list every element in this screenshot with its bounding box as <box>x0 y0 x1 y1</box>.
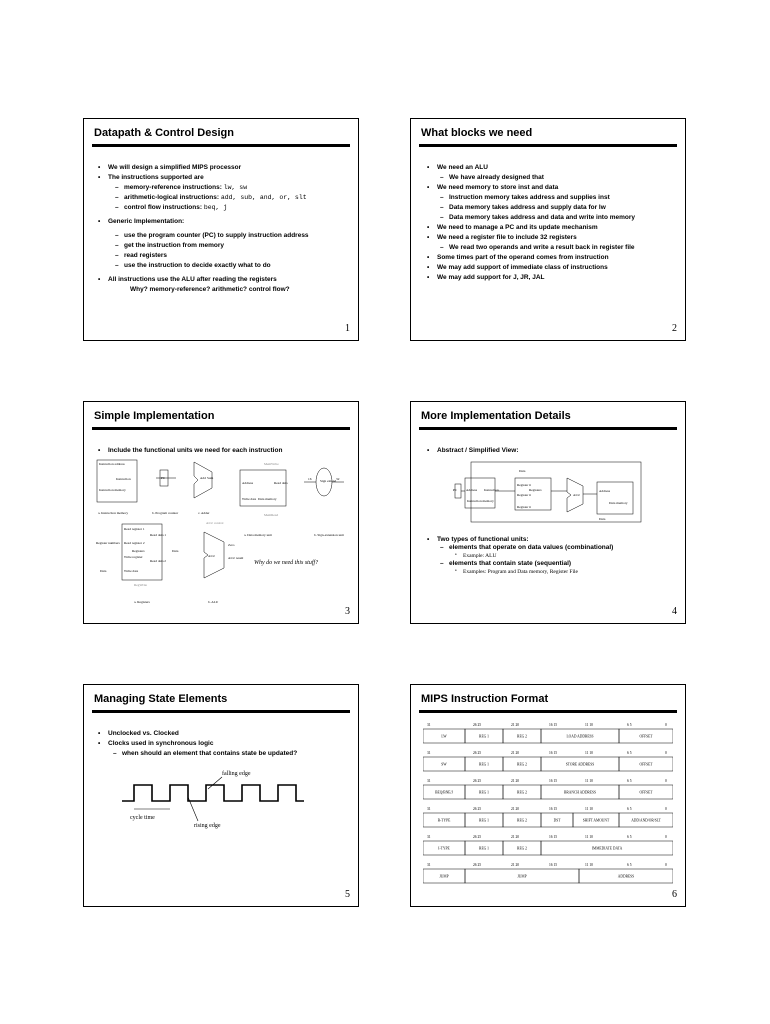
registers-label: Registers <box>529 488 542 492</box>
bit-number: 0 <box>665 863 667 867</box>
registers-label: Registers <box>132 549 145 553</box>
outer-feedback-loop <box>471 462 641 522</box>
page-number: 6 <box>672 889 677 900</box>
bit-number: 16 15 <box>549 723 558 727</box>
bottom-data-label: Data <box>599 517 606 521</box>
write-data-label: Write data <box>124 569 139 573</box>
clock-waveform-diagram <box>114 763 314 853</box>
bit-number: 31 <box>427 751 431 755</box>
bullet-item: • We need a register file to include 32 registers <box>437 233 577 243</box>
format-field-label: OFFSET <box>639 762 653 767</box>
data-output-label: Data <box>172 549 179 553</box>
falling-edge-arrow <box>208 777 222 789</box>
caption-adder: c. Adder <box>198 511 210 515</box>
slide-title: What blocks we need <box>421 127 533 139</box>
functional-units-diagram <box>94 458 354 618</box>
caption-registers: a. Registers <box>134 600 150 604</box>
caption-program-counter: b. Program counter <box>152 511 179 515</box>
bullet-continuation: Why? memory-reference? arithmetic? control flow? <box>130 286 290 293</box>
format-field-label: R-TYPE <box>437 818 451 823</box>
format-field-label: LOAD ADDRESS <box>566 734 594 739</box>
bit-number: 6 5 <box>627 723 632 727</box>
dmem-write-data-label: Write data <box>242 497 257 501</box>
bit-number: 26 25 <box>473 807 482 811</box>
dmem-read-data-label: Read data <box>274 481 288 485</box>
sign-extend-16: 16 <box>308 477 312 481</box>
caption-data-memory: a. Data memory unit <box>244 533 272 537</box>
page-number: 5 <box>345 889 350 900</box>
format-field-label: OFFSET <box>639 790 653 795</box>
bit-number: 31 <box>427 863 431 867</box>
adder-label: Add <box>200 476 206 480</box>
format-field-label: ADDRESS <box>617 874 635 879</box>
imem-address-label: Address <box>466 488 478 492</box>
page-number: 2 <box>672 323 677 334</box>
bullet-item: • Unclocked vs. Clocked <box>108 729 179 739</box>
bit-number: 0 <box>665 807 667 811</box>
format-field-label: REG 1 <box>479 818 489 823</box>
page-number: 3 <box>345 606 350 617</box>
alu-control-label: ALU control <box>206 521 224 525</box>
format-field-label: REG 2 <box>517 790 527 795</box>
sub-bullet-item: – get the instruction from memory <box>124 241 224 251</box>
bit-number: 21 20 <box>511 807 520 811</box>
slide-title: Datapath & Control Design <box>94 127 234 139</box>
bit-number: 0 <box>665 751 667 755</box>
imem-name-label: Instruction memory <box>467 499 494 503</box>
format-field-label: JUMP <box>439 874 449 879</box>
bullet-item: • Include the functional units we need for each instruction <box>108 446 282 456</box>
instruction-format-table <box>423 721 673 891</box>
sub-bullet-item: – memory-reference instructions: lw, sw <box>124 183 247 193</box>
slide-4 <box>410 401 686 624</box>
sub-bullet-item: – We have already designed that <box>449 173 544 183</box>
rising-edge-label: rising edge <box>194 823 221 829</box>
bullet-item: • We need to manage a PC and its update mechanism <box>437 223 598 233</box>
data-memory-box <box>597 482 633 514</box>
bit-number: 16 15 <box>549 835 558 839</box>
regwrite-label: RegWrite <box>134 583 148 587</box>
format-field-label: SW <box>441 762 447 767</box>
why-callout: Why do we need this stuff? <box>254 560 319 566</box>
instruction-memory-box <box>97 460 137 502</box>
slide-title: More Implementation Details <box>421 410 571 422</box>
memread-label: MemRead <box>264 513 279 517</box>
bullet-item: • All instructions use the ALU after reading the registers <box>108 275 277 285</box>
clock-waveform <box>122 785 304 801</box>
bullet-item: • Generic Implementation: <box>108 217 184 227</box>
sub-bullet-item: – arithmetic-logical instructions: add, sub, and, or, slt <box>124 193 307 203</box>
register-num-1-label: Register # <box>517 483 531 487</box>
sub-sub-bullet-item: • Examples: Program and Data memory, Register File <box>463 567 578 577</box>
bit-number: 0 <box>665 723 667 727</box>
bit-number: 6 5 <box>627 807 632 811</box>
caption-sign-extension: b. Sign-extension unit <box>314 533 344 537</box>
cycle-time-label: cycle time <box>130 815 155 821</box>
format-field-label: REG 2 <box>517 818 527 823</box>
slide-2 <box>410 118 686 341</box>
bit-number: 31 <box>427 807 431 811</box>
sub-bullet-item: – elements that operate on data values (combinational) <box>449 543 613 553</box>
format-field-label: LW <box>441 734 447 739</box>
sub-bullet-item: – Data memory takes address and data and write into memory <box>449 213 635 223</box>
bit-number: 0 <box>665 835 667 839</box>
sub-bullet-item: – use the program counter (PC) to supply instruction address <box>124 231 309 241</box>
alu-result-label: ALU result <box>228 556 244 560</box>
register-numbers-label: Register numbers <box>96 541 120 545</box>
read-register-2-label: Read register 2 <box>124 541 145 545</box>
bit-number: 21 20 <box>511 779 520 783</box>
bullet-item: • We may add support for J, JR, JAL <box>437 273 545 283</box>
pc-label: PC <box>453 488 458 492</box>
instruction-memory-box <box>465 478 495 508</box>
sub-bullet-item: – We read two operands and write a result back in register file <box>449 243 635 253</box>
bullet-item: • We may add support of immediate class of instructions <box>437 263 608 273</box>
bit-number: 11 10 <box>585 863 593 867</box>
format-field-label: BRANCH ADDRESS <box>563 790 597 795</box>
dmem-address-label: Address <box>599 489 611 493</box>
slide-3 <box>83 401 359 624</box>
sub-bullet-item: – Data memory takes address and supply data for lw <box>449 203 606 213</box>
slide-title: Simple Implementation <box>94 410 215 422</box>
caption-instruction-memory: a. Instruction memory <box>98 511 129 515</box>
slide-title: MIPS Instruction Format <box>421 693 549 705</box>
sub-sub-bullet-item: • Example: ALU <box>463 551 496 561</box>
bullet-item: • Two types of functional units: <box>437 535 529 545</box>
dmem-address-label: Address <box>242 481 254 485</box>
slide-1 <box>83 118 359 341</box>
format-field-label: DST <box>553 818 561 823</box>
format-field-label: REG 2 <box>517 846 527 851</box>
format-field-label: JUMP <box>517 874 527 879</box>
format-field-label: REG 1 <box>479 762 489 767</box>
data-input-label: Data <box>100 569 107 573</box>
read-register-1-label: Read register 1 <box>124 527 145 531</box>
title-rule <box>92 144 350 147</box>
bullet-item: • Clocks used in synchronous logic <box>108 739 213 749</box>
bullet-item: • We need an ALU <box>437 163 488 173</box>
format-field-label: IMMEDIATE DATA <box>591 846 623 851</box>
format-field-label: SHIFT AMOUNT <box>582 818 610 823</box>
sub-bullet-item: – use the instruction to decide exactly what to do <box>124 261 271 271</box>
bit-number: 11 10 <box>585 779 593 783</box>
bit-number: 6 5 <box>627 863 632 867</box>
bit-number: 6 5 <box>627 779 632 783</box>
imem-name-label: Instruction memory <box>99 488 126 492</box>
bit-number: 21 20 <box>511 723 520 727</box>
bit-number: 11 10 <box>585 835 593 839</box>
format-field-label: REG 1 <box>479 734 489 739</box>
sub-bullet-item: – read registers <box>124 251 167 261</box>
bit-number: 16 15 <box>549 863 558 867</box>
falling-edge-label: falling edge <box>222 771 251 777</box>
simplified-datapath-diagram <box>449 458 649 530</box>
adder-sum-label: Sum <box>207 476 214 480</box>
format-field-label: ADD/AND/OR/SLT <box>631 818 661 823</box>
format-field-label: REG 2 <box>517 734 527 739</box>
imem-address-label: Instruction address <box>99 462 125 466</box>
imem-instruction-label: Instruction <box>484 488 499 492</box>
bullet-item: • Some times part of the operand comes from instruction <box>437 253 609 263</box>
bit-number: 26 25 <box>473 863 482 867</box>
bit-number: 16 15 <box>549 751 558 755</box>
format-field-label: BEQ/BNE/J <box>435 790 453 795</box>
format-field-label: STORE ADDRESS <box>565 762 595 767</box>
sign-extend-label: Sign extend <box>320 479 337 483</box>
bit-number: 11 10 <box>585 807 593 811</box>
bit-number: 26 25 <box>473 835 482 839</box>
bit-number: 6 5 <box>627 835 632 839</box>
sub-bullet-item: – Instruction memory takes address and supplies inst <box>449 193 610 203</box>
title-rule <box>92 710 350 713</box>
title-rule <box>92 427 350 430</box>
format-field-label: I-TYPE <box>438 846 450 851</box>
register-num-3-label: Register # <box>517 505 531 509</box>
dmem-name-label: Data memory <box>258 497 277 501</box>
title-rule <box>419 710 677 713</box>
bit-number: 26 25 <box>473 723 482 727</box>
slide-6 <box>410 684 686 907</box>
pc-label: PC <box>161 476 166 480</box>
page-number: 4 <box>672 606 677 617</box>
format-field-label: REG 1 <box>479 846 489 851</box>
title-rule <box>419 427 677 430</box>
slide-title: Managing State Elements <box>94 693 228 705</box>
format-field-label: OFFSET <box>639 734 653 739</box>
format-field-label: REG 1 <box>479 790 489 795</box>
alu-zero-label: Zero <box>228 543 235 547</box>
bullet-item: • We need memory to store inst and data <box>437 183 558 193</box>
read-data-1-label: Read data 1 <box>150 533 167 537</box>
bit-number: 31 <box>427 779 431 783</box>
bit-number: 6 5 <box>627 751 632 755</box>
read-data-2-label: Read data 2 <box>150 559 167 563</box>
bit-number: 31 <box>427 835 431 839</box>
alu-label: ALU <box>573 493 580 497</box>
sub-bullet-item: – when should an element that contains state be updated? <box>122 749 297 759</box>
alu-label: ALU <box>208 554 215 558</box>
top-data-label: Data <box>519 469 526 473</box>
bit-number: 11 10 <box>585 751 593 755</box>
dmem-name-label: Data memory <box>609 501 628 505</box>
bit-number: 11 10 <box>585 723 593 727</box>
page-number: 1 <box>345 323 350 334</box>
adder-shape <box>194 462 212 498</box>
format-field-label: REG 2 <box>517 762 527 767</box>
sign-extend-32: 32 <box>336 477 340 481</box>
bit-number: 26 25 <box>473 751 482 755</box>
bit-number: 26 25 <box>473 779 482 783</box>
bullet-item: • We will design a simplified MIPS processor <box>108 163 241 173</box>
title-rule <box>419 144 677 147</box>
bit-number: 0 <box>665 779 667 783</box>
bullet-item: • The instructions supported are <box>108 173 204 183</box>
register-num-2-label: Register # <box>517 493 531 497</box>
memwrite-label: MemWrite <box>264 462 279 466</box>
slide-5 <box>83 684 359 907</box>
sub-bullet-item: – elements that contain state (sequential) <box>449 559 571 569</box>
bit-number: 16 15 <box>549 807 558 811</box>
bit-number: 21 20 <box>511 751 520 755</box>
bit-number: 21 20 <box>511 863 520 867</box>
caption-alu: b. ALU <box>208 600 219 604</box>
bullet-item: • Abstract / Simplified View: <box>437 446 519 456</box>
bit-number: 31 <box>427 723 431 727</box>
sub-bullet-item: – control flow instructions: beq, j <box>124 203 227 213</box>
bit-number: 21 20 <box>511 835 520 839</box>
write-register-label: Write register <box>124 555 143 559</box>
bit-number: 16 15 <box>549 779 558 783</box>
imem-instruction-label: Instruction <box>116 477 131 481</box>
